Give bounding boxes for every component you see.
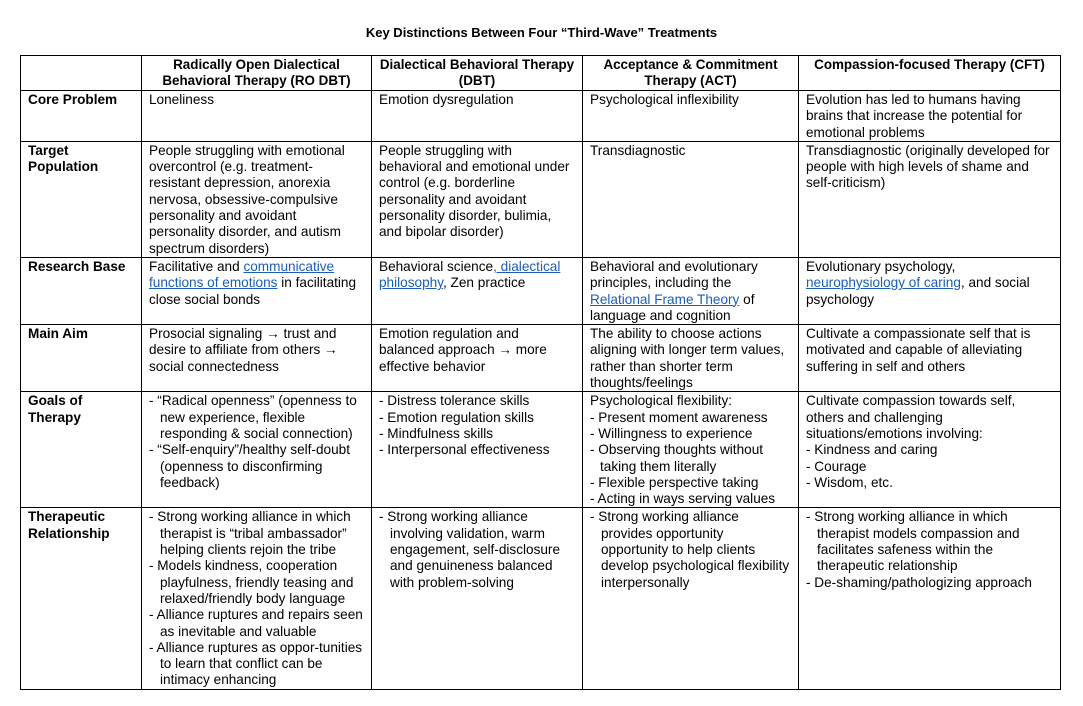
cell-act xyxy=(583,508,799,690)
row-label: Goals of Therapy xyxy=(21,392,142,508)
list-intro: Psychological flexibility: xyxy=(590,393,733,409)
cell-dbt xyxy=(372,392,583,508)
cell-dbt: Emotion dysregulation xyxy=(372,91,583,142)
list-item: - Strong working alliance in which therapist is “tribal ambassador” helping clients rejoin the tribe xyxy=(149,509,351,558)
list-item: - Willingness to experience xyxy=(590,425,753,441)
list-item: - “Self-enquiry”/healthy self-doubt (openness to disconfirming feedback) xyxy=(149,442,350,490)
cell-ro-dbt xyxy=(142,257,372,324)
table-row-core-problem xyxy=(21,91,1061,142)
list-item: - Distress tolerance skills xyxy=(379,393,530,409)
header-empty xyxy=(21,56,142,91)
cell-act xyxy=(583,392,799,508)
list-item: - Present moment awareness xyxy=(590,409,768,425)
cell-dbt: Emotion regulation and balanced approach → more effective behavior xyxy=(372,325,583,392)
cell-ro-dbt: Loneliness xyxy=(142,91,372,142)
cell-dbt xyxy=(372,257,583,324)
cell-cft xyxy=(799,508,1061,690)
list-item: - Strong working alliance provides opportunity opportunity to help clients develop psychological flexibility interpersonally xyxy=(590,509,790,590)
cell-act: Psychological inflexibility xyxy=(583,91,799,142)
communicative-functions-link[interactable]: communicative functions of emotions xyxy=(149,258,335,291)
cell-ro-dbt: People struggling with emotional overcontrol (e.g. treatment-resistant depression, anorexia nervosa, obsessive-compulsive personality and avoidant personality disorder, and autism spectrum disorders) xyxy=(142,141,372,257)
comparison-table xyxy=(20,55,1061,690)
list-item: - Kindness and caring xyxy=(806,442,938,458)
neurophysiology-of-caring-link[interactable]: neurophysiology of caring xyxy=(806,275,961,291)
list-item: - Alliance ruptures as oppor-tunities to learn that conflict can be intimacy enhancing xyxy=(149,639,363,688)
cell-cft xyxy=(799,392,1061,508)
cell-act: The ability to choose actions aligning with longer term values, rather than shorter term thoughts/feelings xyxy=(583,325,799,392)
relational-frame-theory-link[interactable]: Relational Frame Theory xyxy=(590,291,740,307)
cell-text: Behavioral science xyxy=(379,258,494,274)
cell-dbt: People struggling with behavioral and emotional under control (e.g. borderline personality and avoidant personality disorder, bulimia, and bipolar disorder) xyxy=(372,141,583,257)
list-item: - Acting in ways serving values xyxy=(590,491,776,507)
list-item: - Courage xyxy=(806,458,867,474)
table-row-goals xyxy=(21,392,1061,508)
cell-cft: Transdiagnostic (originally developed for people with high levels of shame and self-criticism) xyxy=(799,141,1061,257)
table-row-therapeutic-relationship xyxy=(21,508,1061,690)
cell-ro-dbt xyxy=(142,392,372,508)
cell-text: in facilitating close social bonds xyxy=(149,275,357,307)
list-item: - Interpersonal effectiveness xyxy=(379,442,550,458)
table-row-research-base xyxy=(21,257,1061,324)
table-header-row xyxy=(21,56,1061,91)
list-item: - Strong working alliance involving validation, warm engagement, self-disclosure and genuineness balanced with problem-solving xyxy=(379,509,561,590)
list-item: - Strong working alliance in which therapist models compassion and facilitates safeness within the therapeutic relationship xyxy=(806,509,1020,574)
cell-text: of language and cognition xyxy=(590,291,755,323)
cell-text: Evolutionary psychology, xyxy=(806,258,956,274)
header-ro-dbt: Radically Open Dialectical Behavioral Therapy (RO DBT) xyxy=(142,56,372,91)
list-item: - Emotion regulation skills xyxy=(379,409,534,425)
list-intro: Cultivate compassion towards self, others and challenging situations/emotions involving: xyxy=(806,393,1016,441)
cell-text: , Zen practice xyxy=(443,275,526,291)
list-item: - Flexible perspective taking xyxy=(590,474,759,490)
cell-ro-dbt: Prosocial signaling → trust and desire to affiliate from others → social connectedness xyxy=(142,325,372,392)
cell-text: , and social psychology xyxy=(806,275,1030,307)
cell-ro-dbt xyxy=(142,508,372,690)
cell-dbt xyxy=(372,508,583,690)
list-item: - Models kindness, cooperation playfulness, friendly teasing and relaxed/friendly body language xyxy=(149,558,354,606)
cell-text: Facilitative and xyxy=(149,258,244,274)
header-act: Acceptance & Commitment Therapy (ACT) xyxy=(583,56,799,91)
cell-cft: Evolution has led to humans having brains that increase the potential for emotional problems xyxy=(799,91,1061,142)
row-label: Main Aim xyxy=(21,325,142,392)
row-label: Research Base xyxy=(21,257,142,324)
row-label: Core Problem xyxy=(21,91,142,142)
table-row-main-aim xyxy=(21,325,1061,392)
list-item: - Alliance ruptures and repairs seen as inevitable and valuable xyxy=(149,607,363,639)
list-item: - “Radical openness” (openness to new experience, flexible responding & social connection) xyxy=(149,393,357,441)
cell-text: Behavioral and evolutionary principles, including the xyxy=(590,258,758,291)
dialectical-philosophy-link[interactable]: , dialectical philosophy xyxy=(379,258,561,291)
table-row-target-population xyxy=(21,141,1061,257)
list-item: - De-shaming/pathologizing approach xyxy=(806,574,1032,590)
cell-act xyxy=(583,257,799,324)
list-item: - Wisdom, etc. xyxy=(806,474,893,490)
cell-cft xyxy=(799,257,1061,324)
header-dbt: Dialectical Behavioral Therapy (DBT) xyxy=(372,56,583,91)
row-label: Target Population xyxy=(21,141,142,257)
list-item: - Observing thoughts without taking them literally xyxy=(590,442,764,474)
list-item: - Mindfulness skills xyxy=(379,425,494,441)
row-label: Therapeutic Relationship xyxy=(21,508,142,690)
header-cft: Compassion-focused Therapy (CFT) xyxy=(799,56,1061,91)
cell-act: Transdiagnostic xyxy=(583,141,799,257)
document-title: Key Distinctions Between Four “Third-Wave” Treatments xyxy=(365,25,718,40)
cell-cft: Cultivate a compassionate self that is motivated and capable of alleviating suffering in self and others xyxy=(799,325,1061,392)
